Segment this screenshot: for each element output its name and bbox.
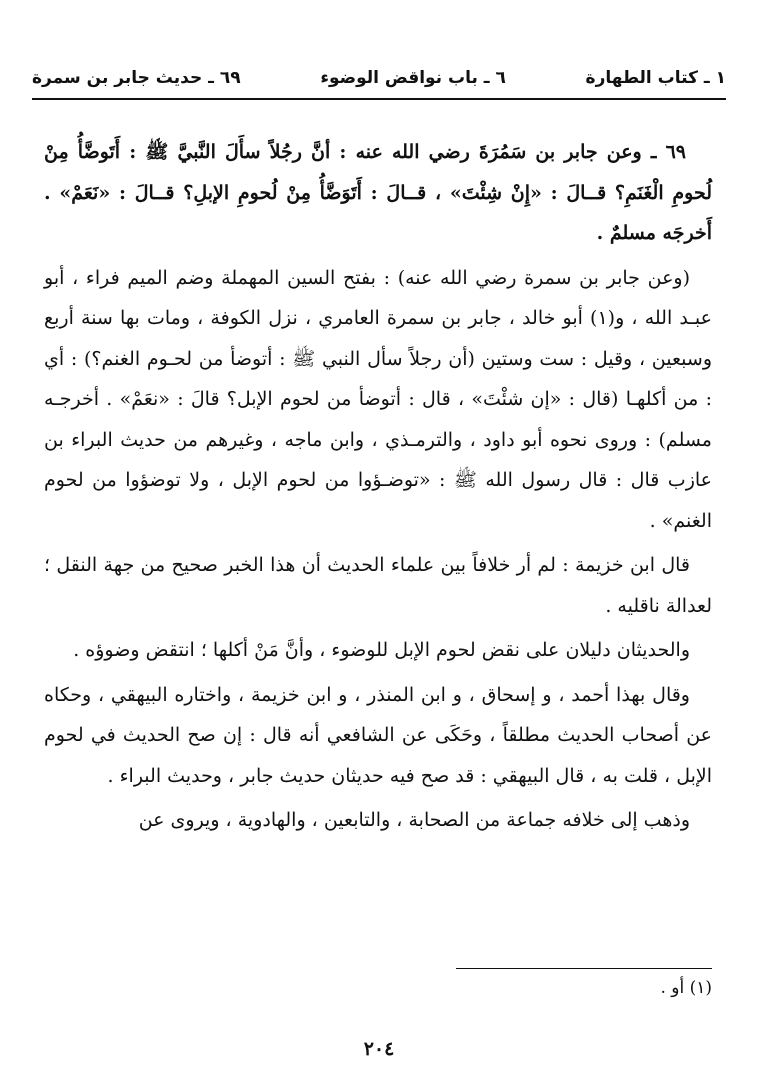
page-number: ٢٠٤: [363, 1038, 395, 1060]
commentary-paragraph: قال ابن خزيمة : لم أر خلافاً بين علماء الحديث أن هذا الخبر صحيح من جهة النقل ؛ لعدالة ناقليه .: [44, 554, 712, 617]
header-chapter-title: ٦ ـ باب نواقض الوضوء: [320, 68, 506, 88]
footnote-divider: [456, 968, 712, 969]
hadith-matn: ٦٩ ـ وعن جابر بن سَمُرَةَ رضي الله عنه : أنَّ رجُلاً سأَلَ النَّبيَّ ﷺ : أَتَوضَّأُ مِنْ لُحومِ الْغَنَمِ؟ قــالَ : «إِنْ شِئْتَ» ، قــالَ : أَتَوَضَّأُ مِنْ لُحومِ الإبلِ؟ قــالَ : «نَعَمْ» . أَخرجَه مسلمٌ .: [44, 141, 712, 244]
header-book-title: ١ ـ كتاب الطهارة: [585, 68, 726, 88]
commentary-paragraph: وقال بهذا أحمد ، و إسحاق ، و ابن المنذر ، و ابن خزيمة ، واختاره البيهقي ، وحكاه عن أصحاب الحديث مطلقاً ، وحَكَى عن الشافعي أنه قال : إن صح الحديث في لحوم الإبل ، قلت به ، قال البيهقي : قد صح فيه حديثان حديث جابر ، وحديث البراء .: [44, 683, 712, 787]
commentary-paragraph: والحديثان دليلان على نقض لحوم الإبل للوضوء ، وأنَّ مَنْ أكلها ؛ انتقض وضوؤه .: [73, 639, 690, 661]
commentary-paragraph: (وعن جابر بن سمرة رضي الله عنه) : بفتح السين المهملة وضم الميم فراء ، أبو عبـد الله ، و(١) أبو خالد ، جابر بن سمرة العامري ، نزل الكوفة ، ومات بها سنة أربع وسبعين ، وقيل : ست وستين (أن رجلاً سأل النبي ﷺ : أتوضأ من لحـوم الغنم؟) : أي : من أكلهـا (قال : «إن شئْتَ» ، قال : أتوضأ من لحوم الإبل؟ قالَ : «نعَمْ» . أخرجـه مسلم) : وروى نحوه أبو داود ، والترمـذي ، وابن ماجه ، وغيرهم من حديث البراء بن عازب قال : قال رسول الله ﷺ : «توضـؤوا من لحوم الإبل ، ولا توضؤوا من لحوم الغنم» .: [44, 266, 712, 532]
running-header: [32, 62, 726, 94]
commentary-paragraph: وذهب إلى خلافه جماعة من الصحابة ، والتابعين ، والهادوية ، ويروى عن: [138, 809, 690, 831]
footnote: (١) أو .: [660, 978, 712, 998]
header-divider: [32, 98, 726, 100]
main-text: [44, 132, 712, 845]
header-hadith-title: ٦٩ ـ حديث جابر بن سمرة: [32, 68, 241, 88]
